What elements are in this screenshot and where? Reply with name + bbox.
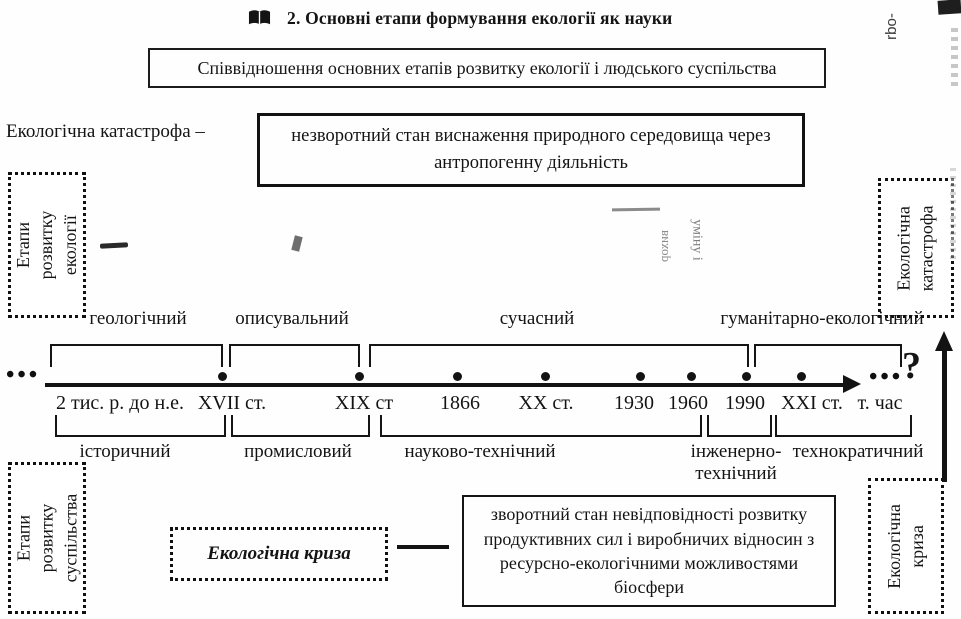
open-book-icon	[248, 9, 271, 27]
catastrophe-definition-box	[257, 113, 805, 187]
timeline-dot	[541, 372, 550, 381]
society-stage-bracket	[775, 415, 912, 437]
crisis-connector-dash	[397, 545, 449, 549]
society-stage-label: інженерно-технічний	[690, 441, 782, 484]
page-title: 2. Основні етапи формування екології як науки	[287, 8, 673, 28]
ecology-stages-side-label: Етапи розвитку екології	[12, 210, 80, 280]
society-stage-label: науково-технічний	[404, 441, 556, 462]
scan-artifact-bleedthrough-text: вихор	[656, 229, 672, 263]
timeline-tick-label: XXI ст.	[781, 392, 843, 414]
ecology-stages-side-box	[8, 172, 86, 318]
crisis-term-box	[170, 527, 388, 581]
timeline-tick-label: XVII ст.	[197, 392, 267, 414]
future-arrow-head-icon	[935, 331, 953, 351]
timeline-tick-label: XX ст.	[518, 392, 574, 414]
timeline-arrowhead-icon	[843, 375, 861, 393]
scan-artifact-smear	[612, 208, 660, 212]
crisis-side-box	[868, 478, 944, 614]
question-mark: ?	[902, 345, 921, 387]
ecology-stage-bracket	[50, 344, 223, 367]
society-stage-label: історичний	[79, 441, 171, 462]
timeline-tick-label: т. час	[857, 392, 903, 414]
timeline-axis	[45, 383, 845, 387]
timeline-dot	[636, 372, 645, 381]
timeline-dot	[218, 372, 227, 381]
timeline-tick-label: 1866	[440, 392, 480, 414]
catastrophe-side-label: Екологічна катастрофа	[893, 205, 938, 291]
ecology-stage-label: описувальний	[235, 308, 349, 329]
ecology-stage-label: сучасний	[499, 308, 575, 329]
ecology-stage-label: геологічний	[89, 308, 187, 329]
catastrophe-side-box	[878, 178, 954, 318]
subtitle-box	[148, 48, 826, 88]
ecology-stage-bracket	[229, 344, 360, 367]
society-stage-label: промисловий	[244, 441, 352, 462]
timeline-tick-label: 1960	[668, 392, 708, 414]
society-stages-side-label: Етапи розвитку суспільства	[12, 493, 80, 583]
ecology-stage-label: гуманітарно-екологічний	[720, 308, 924, 329]
society-stage-label: технократичний	[792, 441, 924, 462]
crisis-definition-text: зворотний стан невідповідності розвитку продуктивних сил і виробничих відносин з ресурсно-екологічними можливостями біосфери	[483, 504, 815, 598]
scan-artifact-smear	[100, 242, 128, 248]
ecology-stage-bracket	[369, 344, 749, 367]
crisis-definition-box	[462, 495, 836, 607]
society-stage-bracket	[380, 415, 702, 437]
scan-artifact-edge-smudge	[951, 28, 958, 86]
society-stages-side-box	[8, 462, 86, 614]
catastrophe-definition-text: незворотний стан виснаження природного середовища через антропогенну діяльність	[291, 126, 771, 173]
crisis-term-label: Екологічна криза	[207, 543, 351, 564]
ellipsis-right: •••	[869, 364, 904, 390]
scan-artifact-edge-text: rbo-	[882, 13, 900, 40]
timeline-dot	[453, 372, 462, 381]
subtitle-text: Співвідношення основних етапів розвитку екології і людського суспільства	[197, 57, 777, 78]
future-arrow-shaft	[942, 350, 947, 482]
society-stage-bracket	[231, 415, 370, 437]
catastrophe-term-label: Екологічна катастрофа –	[6, 121, 205, 142]
timeline-dot	[355, 372, 364, 381]
timeline-dot	[742, 372, 751, 381]
ellipsis-left: •••	[6, 362, 41, 388]
timeline-dot	[797, 372, 806, 381]
society-stage-bracket	[55, 415, 226, 437]
timeline-tick-label: 2 тис. р. до н.е.	[55, 392, 185, 414]
society-stage-bracket	[707, 415, 772, 437]
scan-artifact-smear	[291, 235, 302, 251]
timeline-tick-label: XIX ст	[334, 392, 394, 414]
timeline-dot	[687, 372, 696, 381]
crisis-side-label: Екологічна криза	[883, 503, 928, 589]
timeline-tick-label: 1930	[614, 392, 654, 414]
scan-artifact-corner-blob	[938, 0, 961, 15]
timeline-tick-label: 1990	[725, 392, 765, 414]
scan-artifact-bleedthrough-text: уміну і	[689, 219, 705, 261]
